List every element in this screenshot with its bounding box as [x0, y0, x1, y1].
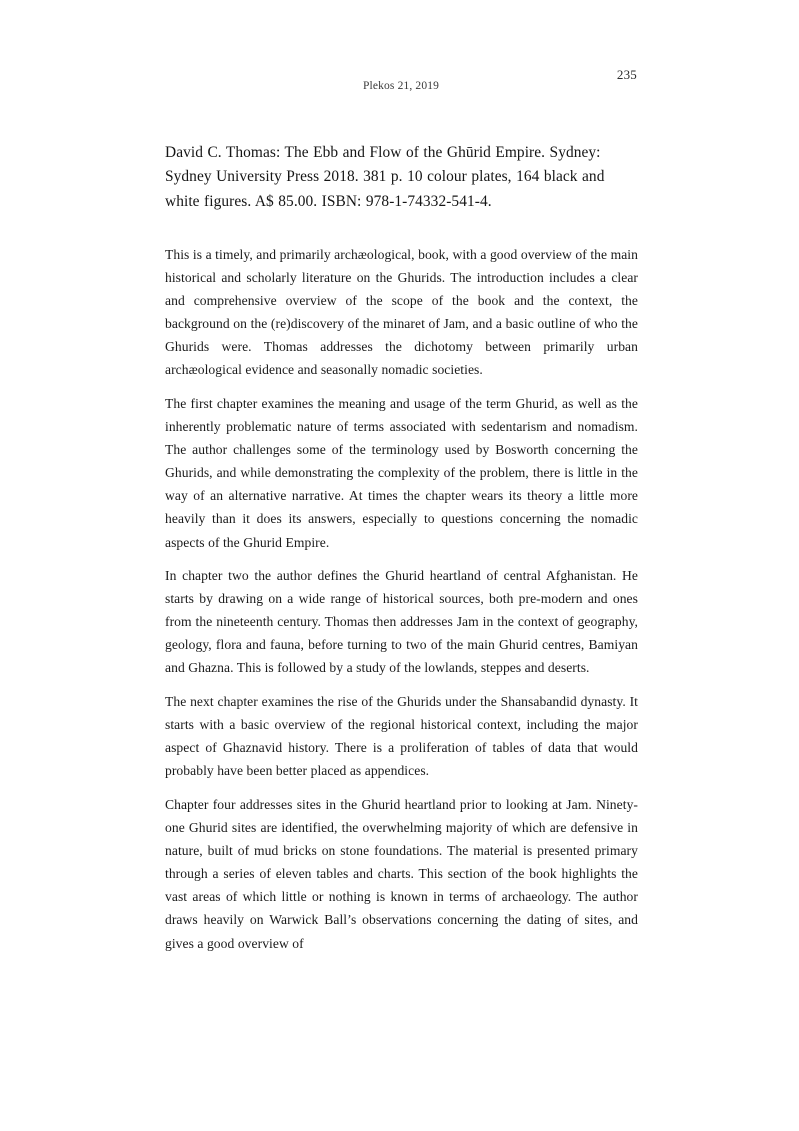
- review-paragraph: Chapter four addresses sites in the Ghurid heartland prior to looking at Jam. Ninety-one Ghurid sites are identified, the overwhelming majority of which are defensive in nature, built of mud bricks on stone foundations. The material is presented primary through a series of eleven tables and charts. This section of the book highlights the vast areas of which little or nothing is known in terms of archaeology. The author draws heavily on Warwick Ball’s observations concerning the dating of sites, and gives a good overview of: [165, 796, 638, 951]
- page-number: 235: [616, 67, 637, 82]
- book-reference-heading: David C. Thomas: The Ebb and Flow of the Ghūrid Empire. Sydney: Sydney University Press 2018. 381 p. 10 colour plates, 164 black and white figures. A$ 85.00. ISBN: 978-1-74332-541-4.: [165, 144, 605, 210]
- review-paragraph: This is a timely, and primarily archæological, book, with a good overview of the main historical and scholarly literature on the Ghurids. The introduction includes a clear and comprehensive overview of the scope of the book and the context, the background on the (re)discovery of the minaret of Jam, and a basic outline of who the Ghurids were. Thomas addresses the dichotomy between primarily urban archæological evidence and seasonally nomadic societies.: [165, 246, 638, 378]
- running-head: [165, 67, 637, 94]
- text-block: [165, 141, 638, 955]
- review-paragraph: In chapter two the author defines the Ghurid heartland of central Afghanistan. He starts by drawing on a wide range of historical sources, both pre-modern and ones from the nineteenth century. Thomas then addresses Jam in the context of geography, geology, flora and fauna, before turning to two of the main Ghurid centres, Bamiyan and Ghazna. This is followed by a study of the lowlands, steppes and deserts.: [165, 568, 638, 676]
- review-paragraph: The first chapter examines the meaning and usage of the term Ghurid, as well as the inherently problematic nature of terms associated with sedentarism and nomadism. The author challenges some of the terminology used by Bosworth concerning the Ghurids, and while demonstrating the complexity of the problem, there is little in the way of an alternative narrative. At times the chapter wears its theory a little more heavily than it does its answers, especially to questions concerning the nomadic aspects of the Ghurid Empire.: [165, 395, 638, 550]
- review-body: [165, 243, 638, 955]
- journal-citation: Plekos 21, 2019: [362, 80, 440, 92]
- title-body-spacer: [165, 214, 638, 243]
- review-paragraph: The next chapter examines the rise of the Ghurids under the Shansabandid dynasty. It starts with a basic overview of the regional historical context, including the major aspect of Ghaznavid history. There is a proliferation of tables of data that would probably have been better placed as appendices.: [165, 694, 638, 779]
